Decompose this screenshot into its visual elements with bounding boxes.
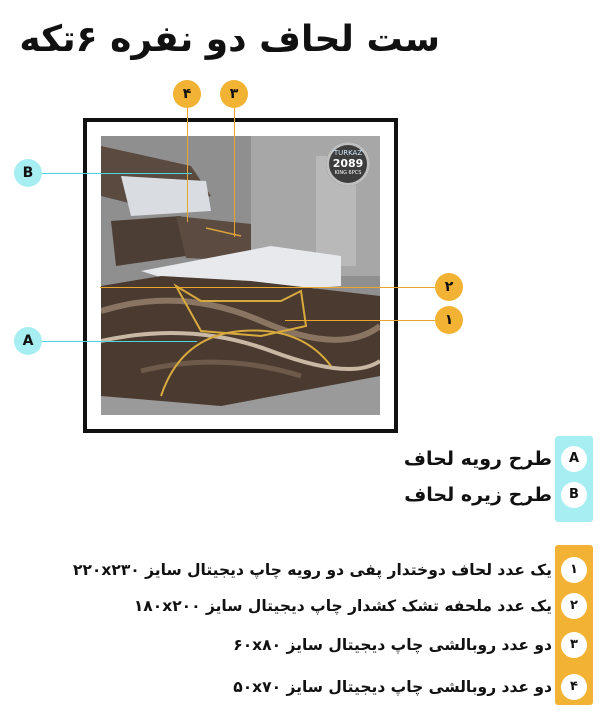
item-label-2: یک عدد ملحفه تشک کشدار چاپ دیجیتال سایز ۱۸۰x۲۰۰ bbox=[133, 597, 552, 615]
product-photo-frame bbox=[83, 118, 398, 433]
marker-a: A bbox=[14, 327, 42, 355]
marker-b: B bbox=[14, 159, 42, 187]
product-photo bbox=[101, 136, 380, 415]
legend-key-a: A bbox=[561, 446, 587, 472]
item-label-3: دو عدد روبالشی چاپ دیجیتال سایز ۶۰x۸۰ bbox=[233, 636, 552, 654]
item-label-1: یک عدد لحاف دوختدار پفی دو رویه چاپ دیجیتال سایز ۲۲۰x۲۳۰ bbox=[73, 561, 552, 579]
legend-key-b: B bbox=[561, 482, 587, 508]
legend-label-a: طرح رویه لحاف bbox=[403, 448, 552, 470]
callout-line-1 bbox=[285, 320, 435, 321]
legend-label-b: طرح زیره لحاف bbox=[404, 484, 552, 506]
callout-line-4 bbox=[187, 107, 188, 222]
model-number: 2089 bbox=[332, 157, 364, 170]
marker-1: ۱ bbox=[435, 306, 463, 334]
item-label-4: دو عدد روبالشی چاپ دیجیتال سایز ۵۰x۷۰ bbox=[233, 678, 552, 696]
callout-line-a bbox=[42, 341, 197, 342]
marker-3: ۳ bbox=[220, 80, 248, 108]
callout-line-b bbox=[42, 173, 192, 174]
model-subtitle: KING 6PCS bbox=[334, 170, 362, 176]
callout-line-3 bbox=[234, 107, 235, 237]
item-key-3: ۳ bbox=[561, 632, 587, 658]
brand-name: TURKAZ bbox=[333, 149, 363, 157]
item-key-1: ۱ bbox=[561, 557, 587, 583]
callout-line-2 bbox=[100, 287, 435, 288]
brand-logo bbox=[326, 142, 370, 186]
item-key-2: ۲ bbox=[561, 593, 587, 619]
marker-4: ۴ bbox=[173, 80, 201, 108]
item-key-4: ۴ bbox=[561, 674, 587, 700]
page-title: ست لحاف دو نفره ۶تکه bbox=[19, 19, 440, 60]
marker-2: ۲ bbox=[435, 273, 463, 301]
